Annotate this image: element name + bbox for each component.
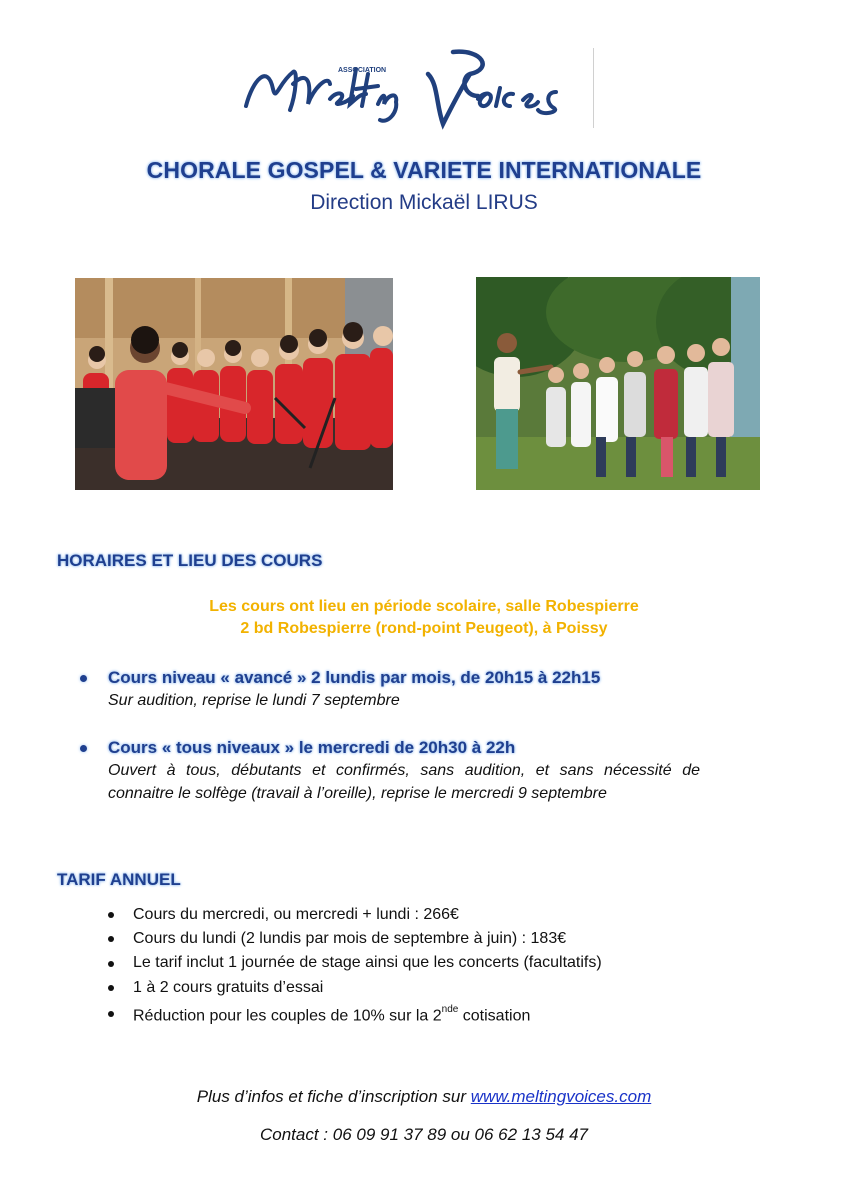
logo-divider [593, 48, 594, 128]
venue-line-2: 2 bd Robespierre (rond-point Peugeot), à Poissy [240, 620, 608, 637]
schedule-heading: HORAIRES ET LIEU DES COURS [57, 551, 323, 570]
footer-info-text: Plus d’infos et fiche d’inscription sur [196, 1087, 471, 1106]
course-advanced [80, 667, 700, 712]
tarif-list [108, 903, 748, 1028]
venue-line-1: Les cours ont lieu en période scolaire, salle Robespierre [209, 598, 639, 615]
page-subtitle: Direction Mickaël LIRUS [310, 191, 538, 214]
list-item: Cours du mercredi, ou mercredi + lundi : 266€ [108, 903, 748, 927]
course-title: Cours niveau « avancé » 2 lundis par mois, de 20h15 à 22h15 [108, 668, 601, 687]
bullet-icon [80, 745, 87, 752]
contact-info: Contact : 06 09 91 37 89 ou 06 62 13 54 47 [260, 1125, 588, 1144]
course-description: Sur audition, reprise le lundi 7 septembre [108, 692, 400, 709]
list-item: Le tarif inclut 1 journée de stage ainsi que les concerts (facultatifs) [108, 951, 748, 975]
choir-indoor-photo [75, 278, 393, 490]
bullet-icon [108, 961, 114, 967]
footer-info [0, 1087, 848, 1107]
melting-voices-logo [238, 44, 598, 134]
list-item: Cours du lundi (2 lundis par mois de septembre à juin) : 183€ [108, 927, 748, 951]
list-item: Réduction pour les couples de 10% sur la 2nde cotisation [108, 1000, 748, 1029]
venue-info [0, 596, 848, 640]
course-all-levels [80, 737, 700, 805]
bullet-icon [108, 936, 114, 942]
course-title: Cours « tous niveaux » le mercredi de 20h30 à 22h [108, 738, 516, 757]
website-link[interactable]: www.meltingvoices.com [470, 1087, 652, 1106]
bullet-icon [108, 985, 114, 991]
choir-outdoor-photo [476, 277, 760, 490]
page-title: CHORALE GOSPEL & VARIETE INTERNATIONALE [146, 157, 702, 183]
bullet-icon [108, 1011, 114, 1017]
course-description: Ouvert à tous, débutants et confirmés, sans audition, et sans nécessité de connaitre le solfège (travail à l’oreille), reprise le mercredi 9 septembre [108, 762, 700, 802]
logo-association-text: ASSOCIATION [338, 67, 387, 74]
bullet-icon [80, 675, 87, 682]
bullet-icon [108, 912, 114, 918]
list-item: 1 à 2 cours gratuits d’essai [108, 976, 748, 1000]
tarif-heading: TARIF ANNUEL [57, 870, 181, 889]
